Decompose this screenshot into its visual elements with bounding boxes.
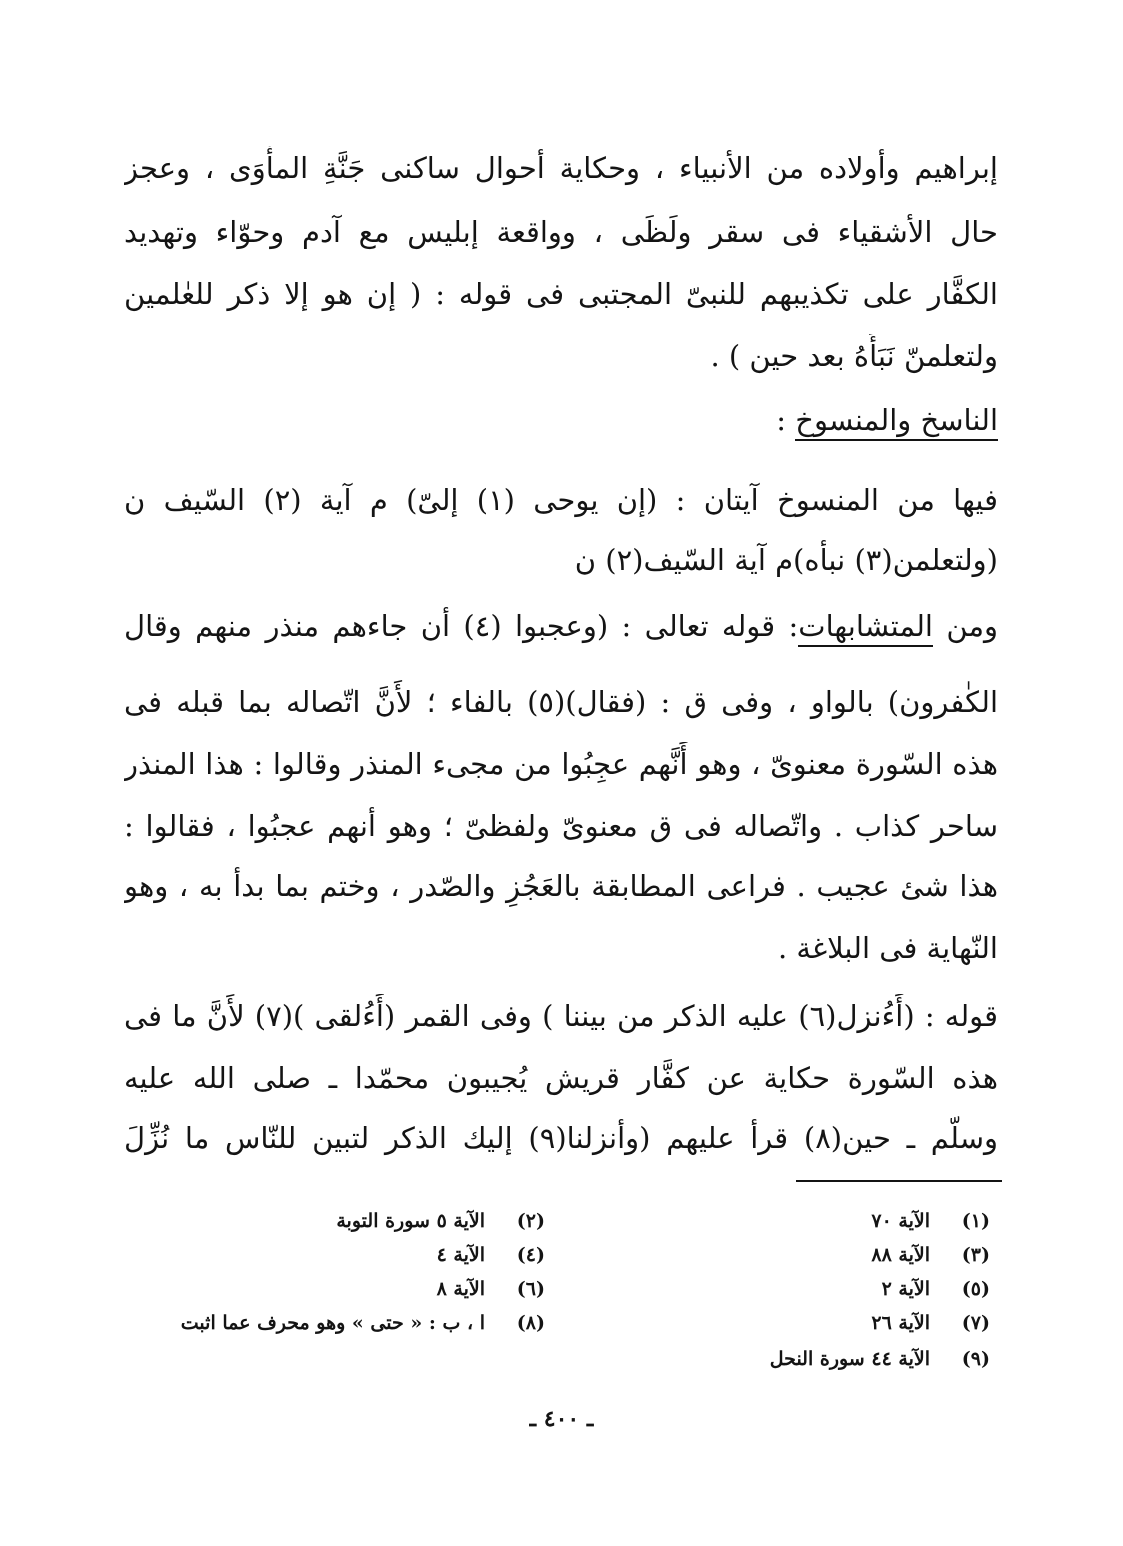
mutashabihat-heading: المتشابهات [798,609,933,647]
body-line: الكفَّار على تكذيبهم للنبىّ المجتبى فى قوله : ( إن هو إلا ذكر للعٰلمين [124,277,998,311]
footnote [336,1208,545,1234]
section-heading-suffix: : [776,403,796,437]
footnote-number: (١) [961,1210,990,1232]
footnote-text: الآية ٤٤ سورة النحل [769,1348,930,1370]
footnote [770,1346,990,1372]
footnote-text: الآية ٥ سورة التوبة [336,1210,485,1232]
footnote-text: الآية ٧٠ [871,1210,930,1232]
body-line: إبراهيم وأولاده من الأنبياء ، وحكاية أحوال ساكنى جَنَّةِ المأْوَى ، وعجز [124,151,998,185]
footnote-text: الآية ٤ [436,1244,485,1266]
final-line: قوله : (أَءُنزل(٦) عليه الذكر من بيننا ) وفى القمر (أَءُلقى )(٧) لأَنَّ ما فى [124,999,998,1033]
paragraph-line: هذا شئ عجيب . فراعى المطابقة بالعَجُزِ والصّدر ، وختم بما بدأ به ، وهو [124,869,998,903]
footnote-number: (٢) [516,1210,545,1232]
mutashabihat-rest: : قوله تعالى : (وعجبوا (٤) أن جاءهم منذر منهم وقال [124,609,799,643]
paragraph-line: الكٰفرون) بالواو ، وفى ق : (فقال)(٥) بالفاء ؛ لأَنَّ اتّصاله بما قبله فى [124,685,998,719]
footnote-text: الآية ٨ [436,1278,485,1300]
section-heading-underlined: الناسخ والمنسوخ [795,403,998,441]
footnote-number: (٧) [961,1312,990,1334]
footnote-text: الآية ٨٨ [871,1244,930,1266]
footnote [437,1276,545,1302]
footnote [437,1242,545,1268]
footnote-number: (٥) [961,1278,990,1300]
footnote-text: الآية ٢ [881,1278,930,1300]
page-number: ـ ٤٠٠ ـ [529,1406,594,1432]
abrogated-line: فيها من المنسوخ آيتان : (إن يوحى (١) إلىّ) م آية (٢) السّيف ن [124,483,998,517]
mutashabihat-line [124,604,998,648]
body-line: ولتعلمنّ نَبَأَهُ بعد حين ) . [710,339,998,373]
footnote-text: الآية ٢٦ [871,1312,930,1334]
section-heading [776,398,998,442]
mutashabihat-prefix: ومن [933,609,998,643]
footnote [871,1242,990,1268]
footnote-number: (٩) [961,1348,990,1370]
footnote [871,1310,990,1336]
paragraph-line: النّهاية فى البلاغة . [777,931,998,965]
paragraph-line: ساحر كذاب . واتّصاله فى ق معنوىّ ولفظىّ ؛ وهو أنهم عجبُوا ، فقالوا : [124,809,998,843]
footnote-number: (٤) [516,1244,545,1266]
abrogated-line: (ولتعلمن(٣) نبأه)م آية السّيف(٢) ن [574,543,998,577]
footnote-number: (٨) [516,1312,545,1334]
paragraph-line: هذه السّورة معنوىّ ، وهو أَنَّهم عجِبُوا من مجىء المنذر وقالوا : هذا المنذر [124,747,998,781]
footnote [882,1276,990,1302]
body-line: حال الأشقياء فى سقر ولَظَى ، وواقعة إبليس مع آدم وحوّاء وتهديد [124,215,998,249]
footnote-number: (٦) [516,1278,545,1300]
footnote-separator [796,1180,1002,1182]
final-line: وسلّم ـ حين(٨) قرأ عليهم (وأنزلنا(٩) إليك الذكر لتبين للنّاس ما نُزِّلَ [124,1121,998,1155]
footnote [871,1208,990,1234]
footnote-text: ا ، ب : « حتى » وهو محرف عما اثبت [180,1312,485,1334]
footnote [181,1310,545,1336]
footnote-number: (٣) [961,1244,990,1266]
final-line: هذه السّورة حكاية عن كفَّار قريش يُجيبون محمّدا ـ صلى الله عليه [124,1061,998,1095]
